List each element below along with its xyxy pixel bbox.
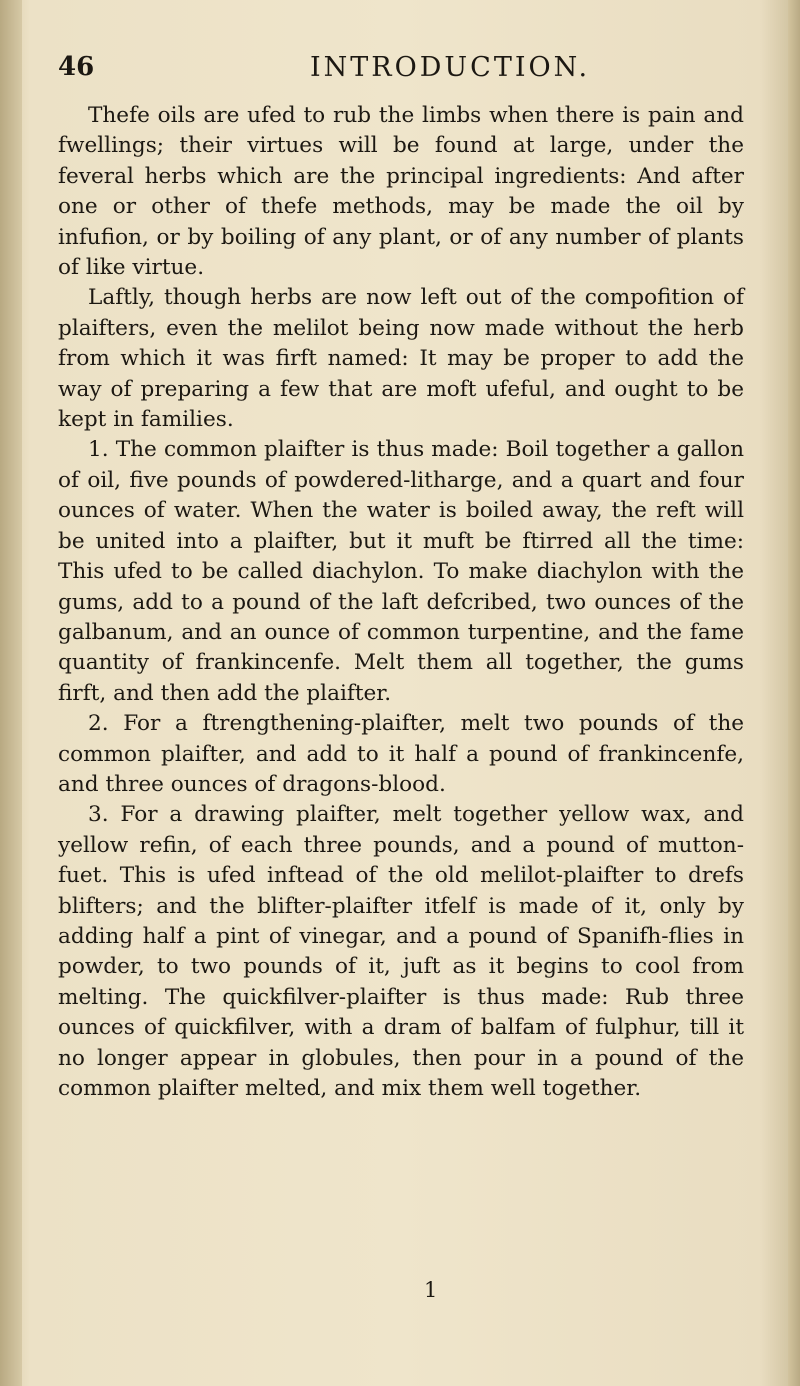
paragraph-strengthening-plaister: 2. For a ftrengthening-plaifter, melt two pounds of the common plaifter, and add to it half a pound of frankincenfe, and three ounces of dragons-blood. bbox=[58, 711, 744, 797]
page-header bbox=[58, 52, 738, 92]
body-text bbox=[58, 101, 744, 1104]
paragraph-drawing-plaister: 3. For a drawing plaifter, melt together yellow wax, and yellow refin, of each three pounds, and a pound of mutton-fuet. This is ufed inftead of the old melilot-plaifter to drefs blifters; and the blifter-plaifter itfelf is made of it, only by adding half a pint of vinegar, and a pound of Spanifh-flies in powder, to two pounds of it, juft as it begins to cool from melting. The quickfilver-plaifter is thus made: Rub three ounces of quickfilver, with a dram of balfam of fulphur, till it no longer appear in globules, then pour in a pound of the common plaifter melted, and mix them well together. bbox=[58, 802, 744, 1101]
page-number: 46 bbox=[58, 52, 95, 82]
paragraph-common-plaister: 1. The common plaifter is thus made: Boil together a gallon of oil, five pounds of powdered-litharge, and a quart and four ounces of water. When the water is boiled away, the reft will be united into a plaifter, but it muft be ftirred all the time: This ufed to be called diachylon. To make diachylon with the gums, add to a pound of the laft defcribed, two ounces of the galbanum, and an ounce of common turpentine, and the fame quantity of frankincenfe. Melt them all together, the gums firft, and then add the plaifter. bbox=[58, 437, 744, 706]
page-edge-shadow bbox=[788, 0, 800, 1386]
paragraph-plaisters-intro: Laftly, though herbs are now left out of the compofition of plaifters, even the melilot being now made without the herb from which it was firft named: It may be proper to add the way of preparing a few that are moft ufeful, and ought to be kept in families. bbox=[58, 285, 744, 433]
catchword: 1 bbox=[424, 1278, 438, 1302]
page-gutter-shadow bbox=[0, 0, 22, 1386]
paragraph-oils: Thefe oils are ufed to rub the limbs when there is pain and fwellings; their virtues will be found at large, under the feveral herbs which are the principal ingredients: And after one or other of thefe methods, may be made the oil by infufion, or by boiling of any plant, or of any number of plants of like virtue. bbox=[58, 103, 744, 281]
running-title: INTRODUCTION. bbox=[310, 52, 591, 83]
